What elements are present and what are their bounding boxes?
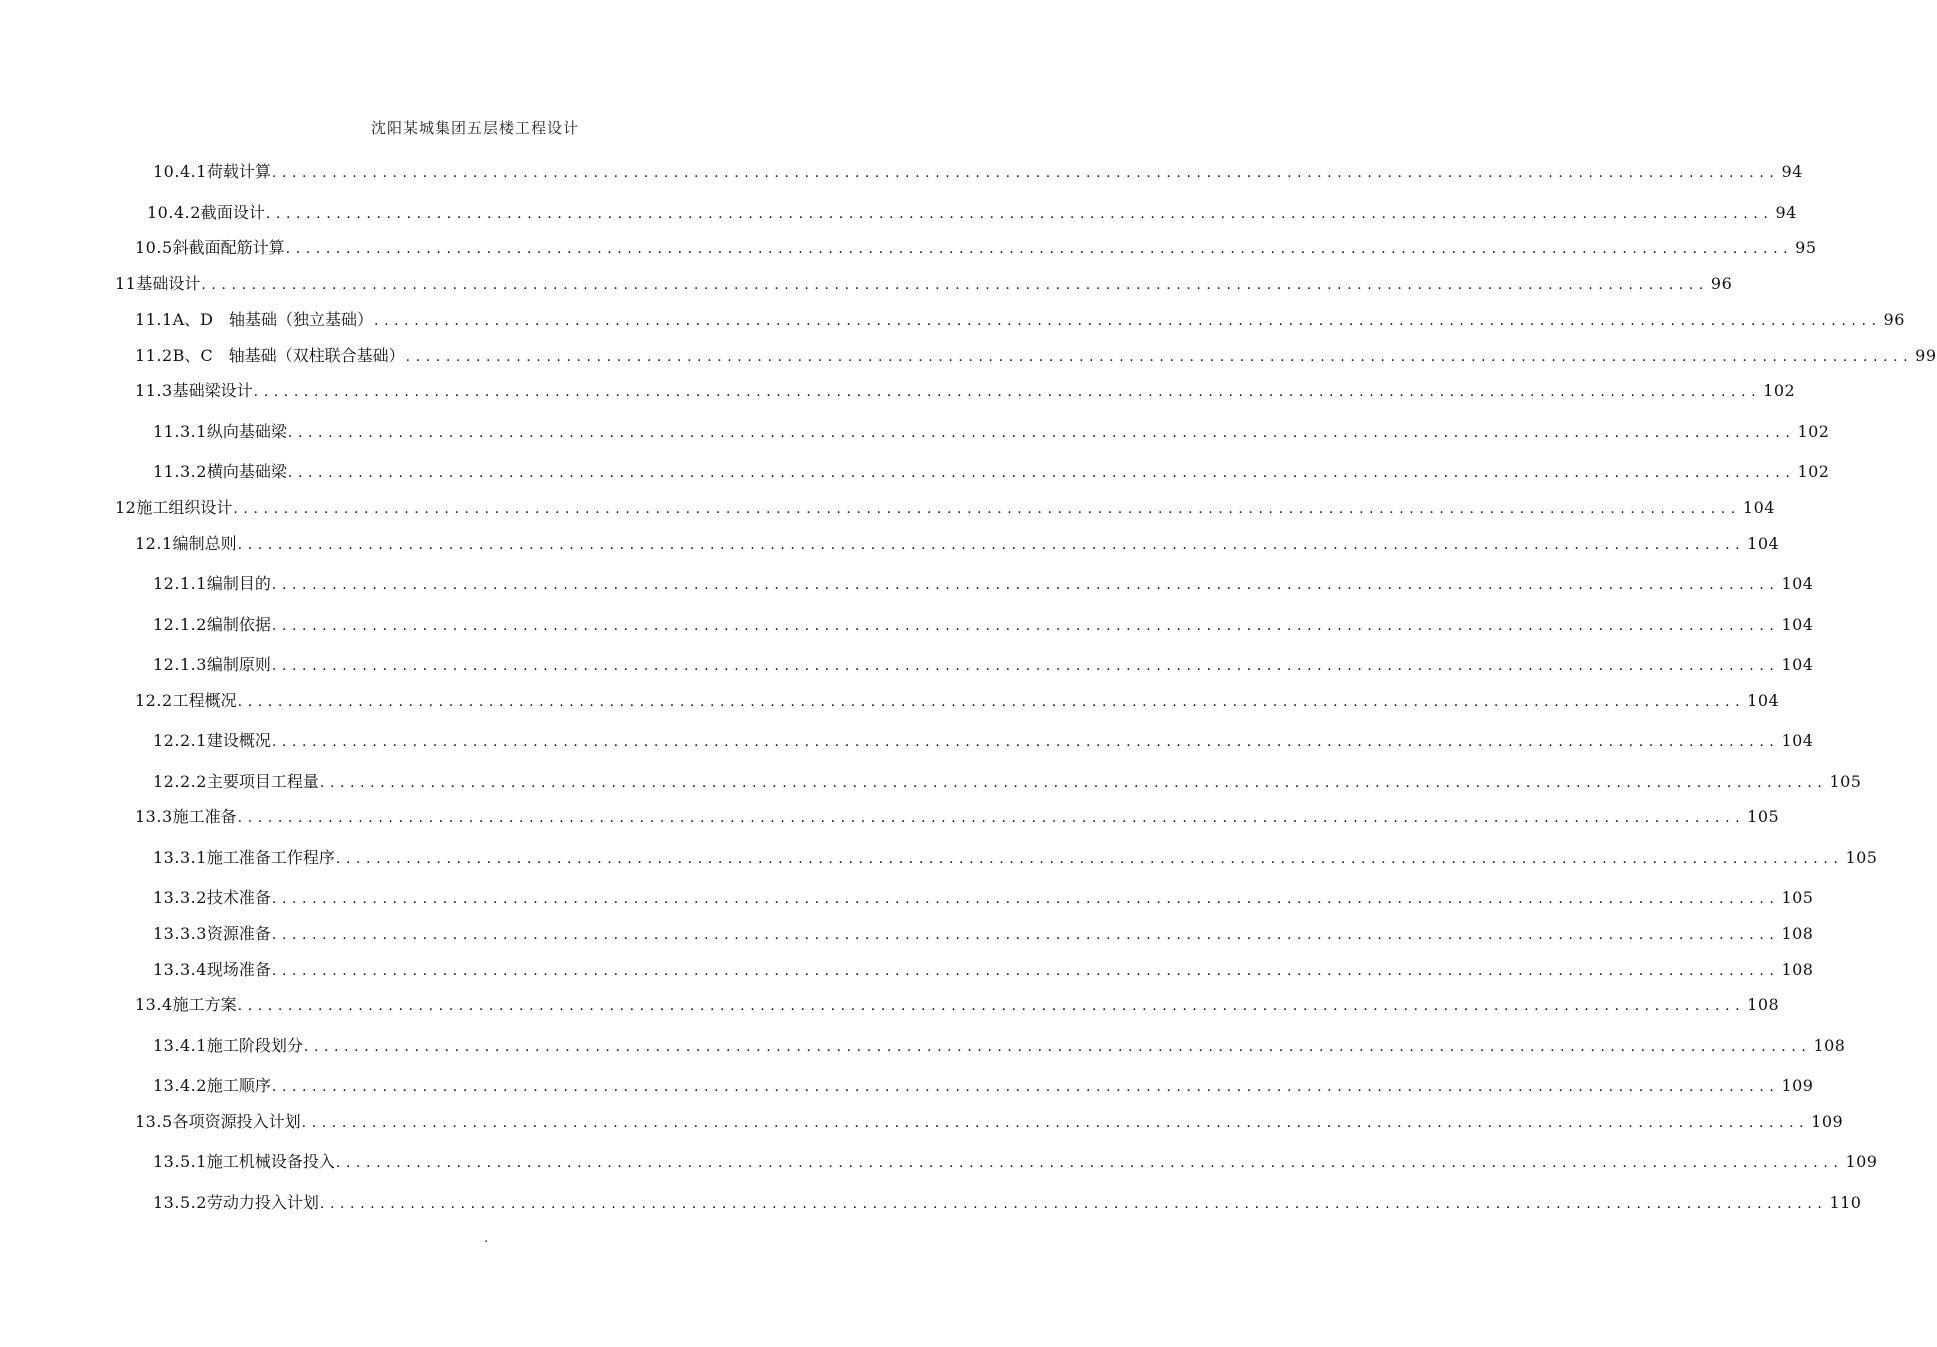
toc-entry-page: 109 xyxy=(1811,1112,1844,1131)
toc-entry-number: 10.4.2 xyxy=(147,203,201,222)
toc-dot-leader: ...................................................................................................................................................... xyxy=(253,384,1762,400)
toc-entry-title: 横向基础梁 xyxy=(206,462,287,481)
toc-dot-leader: ...................................................................................................................................................... xyxy=(405,349,1914,365)
toc-entry-title: 编制依据 xyxy=(206,615,271,634)
toc-entry[interactable] xyxy=(135,689,1780,713)
toc-entry-title: 斜截面配筋计算 xyxy=(172,238,285,257)
toc-dot-leader: ...................................................................................................................................................... xyxy=(201,277,1709,293)
toc-entry[interactable] xyxy=(153,1191,1862,1215)
toc-entry-page: 96 xyxy=(1883,310,1905,329)
page-header xyxy=(0,112,950,137)
toc-entry-number: 12.2 xyxy=(135,691,173,710)
toc-entry-page: 108 xyxy=(1813,1036,1846,1055)
toc-entry-number: 12.2.2 xyxy=(153,772,207,791)
toc-entry-page: 104 xyxy=(1747,691,1780,710)
toc-dot-leader: ...................................................................................................................................................... xyxy=(271,927,1780,943)
toc-entry[interactable] xyxy=(153,770,1862,794)
toc-entry[interactable] xyxy=(153,958,1814,982)
toc-entry-page: 102 xyxy=(1797,462,1830,481)
toc-entry-number: 11.2 xyxy=(135,346,173,365)
toc-entry-page: 102 xyxy=(1797,422,1830,441)
toc-dot-leader: ...................................................................................................................................................... xyxy=(287,425,1796,441)
toc-entry-number: 12.1.3 xyxy=(153,655,207,674)
toc-entry-page: 94 xyxy=(1775,203,1797,222)
toc-entry[interactable] xyxy=(153,886,1814,910)
toc-entry-page: 102 xyxy=(1763,381,1796,400)
toc-entry-title: 施工准备 xyxy=(172,807,237,826)
toc-entry-number: 13.5.2 xyxy=(153,1193,207,1212)
toc-entry[interactable] xyxy=(153,729,1814,753)
toc-entry-number: 11.3 xyxy=(135,381,173,400)
toc-entry[interactable] xyxy=(153,572,1814,596)
toc-entry[interactable] xyxy=(147,201,1797,225)
toc-entry-page: 104 xyxy=(1781,731,1814,750)
toc-entry-title: 建设概况 xyxy=(206,731,271,750)
toc-entry-page: 96 xyxy=(1710,274,1733,293)
toc-entry-title: 施工机械设备投入 xyxy=(206,1152,335,1171)
toc-entry-page: 108 xyxy=(1781,960,1814,979)
toc-entry-page: 105 xyxy=(1781,888,1814,907)
toc-dot-leader: ...................................................................................................................................................... xyxy=(335,1155,1844,1171)
toc-entry-title: 编制总则 xyxy=(172,534,237,553)
toc-entry-title: 施工组织设计 xyxy=(136,498,233,517)
toc-entry-page: 105 xyxy=(1829,772,1862,791)
toc-entry-number: 11.1 xyxy=(135,310,173,329)
toc-entry-number: 13.3 xyxy=(135,807,173,826)
toc-entry-page: 99 xyxy=(1915,346,1937,365)
toc-dot-leader: ...................................................................................................................................................... xyxy=(233,501,1741,517)
toc-entry-page: 104 xyxy=(1742,498,1775,517)
toc-entry[interactable] xyxy=(135,236,1817,260)
toc-entry-page: 108 xyxy=(1781,924,1814,943)
toc-dot-leader: ...................................................................................................................................................... xyxy=(271,734,1780,750)
toc-dot-leader: ...................................................................................................................................................... xyxy=(237,537,1746,553)
toc-dot-leader: ...................................................................................................................................................... xyxy=(237,998,1746,1014)
toc-entry-page: 110 xyxy=(1829,1193,1862,1212)
toc-dot-leader: ...................................................................................................................................................... xyxy=(271,1079,1780,1095)
toc-entry-number: 10.4.1 xyxy=(153,162,207,181)
toc-entry-page: 104 xyxy=(1781,655,1814,674)
toc-entry-title: 技术准备 xyxy=(206,888,271,907)
toc-entry-number: 12.1.2 xyxy=(153,615,207,634)
toc-entry-page: 109 xyxy=(1781,1076,1814,1095)
toc-entry-number: 13.5 xyxy=(135,1112,173,1131)
toc-entry-page: 108 xyxy=(1747,995,1780,1014)
toc-dot-leader: ...................................................................................................................................................... xyxy=(319,1196,1828,1212)
toc-entry-number: 12.2.1 xyxy=(153,731,207,750)
toc-entry-number: 12.1.1 xyxy=(153,574,207,593)
toc-entry[interactable] xyxy=(153,922,1814,946)
toc-entry-number: 13.5.1 xyxy=(153,1152,207,1171)
toc-entry-title: 编制目的 xyxy=(206,574,271,593)
toc-entry-number: 13.4 xyxy=(135,995,173,1014)
toc-entry[interactable] xyxy=(153,460,1830,484)
toc-dot-leader: ...................................................................................................................................................... xyxy=(335,851,1844,867)
toc-entry-title: 基础梁设计 xyxy=(172,381,253,400)
toc-entry-title: B、C 轴基础（双柱联合基础） xyxy=(172,346,405,365)
toc-entry-page: 94 xyxy=(1781,162,1803,181)
toc-dot-leader: ...................................................................................................................................................... xyxy=(287,465,1796,481)
toc-entry-number: 13.4.1 xyxy=(153,1036,207,1055)
toc-entry-title: 纵向基础梁 xyxy=(206,422,287,441)
toc-entry[interactable] xyxy=(153,613,1814,637)
toc-dot-leader: ...................................................................................................................................................... xyxy=(303,1039,1812,1055)
toc-entry-title: 工程概况 xyxy=(172,691,237,710)
toc-entry-page: 104 xyxy=(1781,615,1814,634)
toc-entry[interactable] xyxy=(135,1110,1844,1134)
toc-entry-page: 109 xyxy=(1845,1152,1878,1171)
toc-entry-number: 12 xyxy=(115,498,137,517)
toc-entry[interactable] xyxy=(153,1150,1878,1174)
toc-dot-leader: ...................................................................................................................................................... xyxy=(265,206,1774,222)
toc-entry[interactable] xyxy=(135,993,1780,1017)
toc-entry[interactable] xyxy=(135,379,1796,403)
toc-dot-leader: ...................................................................................................................................................... xyxy=(237,694,1746,710)
toc-entry-page: 105 xyxy=(1845,848,1878,867)
page-footer: . xyxy=(484,1230,489,1246)
toc-entry-title: 各项资源投入计划 xyxy=(172,1112,301,1131)
toc-dot-leader: ...................................................................................................................................................... xyxy=(271,577,1780,593)
toc-dot-leader: ...................................................................................................................................................... xyxy=(237,810,1746,826)
toc-entry-title: 主要项目工程量 xyxy=(206,772,319,791)
toc-entry-title: 施工准备工作程序 xyxy=(206,848,335,867)
toc-entry-number: 13.3.1 xyxy=(153,848,207,867)
toc-entry-title: 截面设计 xyxy=(200,203,265,222)
toc-entry[interactable] xyxy=(135,805,1780,829)
toc-entry-page: 104 xyxy=(1747,534,1780,553)
toc-entry[interactable] xyxy=(135,308,1905,332)
toc-entry-title: 荷载计算 xyxy=(206,162,271,181)
toc-entry[interactable] xyxy=(153,846,1878,870)
toc-dot-leader: ...................................................................................................................................................... xyxy=(374,313,1882,329)
toc-dot-leader: ...................................................................................................................................................... xyxy=(271,165,1780,181)
toc-dot-leader: ...................................................................................................................................................... xyxy=(271,963,1780,979)
toc-dot-leader: ...................................................................................................................................................... xyxy=(271,658,1780,674)
toc-entry[interactable] xyxy=(153,653,1814,677)
toc-entry-title: 劳动力投入计划 xyxy=(206,1193,319,1212)
toc-entry-number: 10.5 xyxy=(135,238,173,257)
toc-dot-leader: ...................................................................................................................................................... xyxy=(301,1115,1810,1131)
toc-entry-page: 105 xyxy=(1747,807,1780,826)
toc-entry-page: 95 xyxy=(1795,238,1817,257)
toc-entry-number: 13.3.3 xyxy=(153,924,207,943)
toc-entry[interactable] xyxy=(115,496,1775,520)
toc-entry-title: A、D 轴基础（独立基础） xyxy=(172,310,374,329)
toc-entry[interactable] xyxy=(153,160,1803,184)
toc-entry-title: 编制原则 xyxy=(206,655,271,674)
toc-entry-number: 13.3.4 xyxy=(153,960,207,979)
toc-entry-number: 11 xyxy=(115,274,137,293)
toc-entry-number: 13.3.2 xyxy=(153,888,207,907)
toc-entry-title: 施工方案 xyxy=(172,995,237,1014)
page-header-text: 沈阳某城集团五层楼工程设计 xyxy=(370,119,579,137)
toc-entry-title: 施工阶段划分 xyxy=(206,1036,303,1055)
toc-entry[interactable] xyxy=(135,532,1780,556)
toc-dot-leader: ...................................................................................................................................................... xyxy=(319,775,1828,791)
toc-entry[interactable] xyxy=(153,1074,1814,1098)
toc-dot-leader: ...................................................................................................................................................... xyxy=(285,241,1794,257)
toc-entry-title: 资源准备 xyxy=(206,924,271,943)
toc-entry-title: 现场准备 xyxy=(206,960,271,979)
toc-entry-number: 13.4.2 xyxy=(153,1076,207,1095)
toc-entry-page: 104 xyxy=(1781,574,1814,593)
toc-entry-number: 11.3.2 xyxy=(153,462,207,481)
toc-entry[interactable] xyxy=(115,272,1733,296)
toc-entry[interactable] xyxy=(135,344,1937,368)
toc-entry-number: 11.3.1 xyxy=(153,422,207,441)
toc-dot-leader: ...................................................................................................................................................... xyxy=(271,891,1780,907)
toc-entry-title: 施工顺序 xyxy=(206,1076,271,1095)
toc-entry[interactable] xyxy=(153,1034,1846,1058)
toc-dot-leader: ...................................................................................................................................................... xyxy=(271,618,1780,634)
toc-entry-title: 基础设计 xyxy=(136,274,201,293)
toc-entry[interactable] xyxy=(153,420,1830,444)
toc-entry-number: 12.1 xyxy=(135,534,173,553)
